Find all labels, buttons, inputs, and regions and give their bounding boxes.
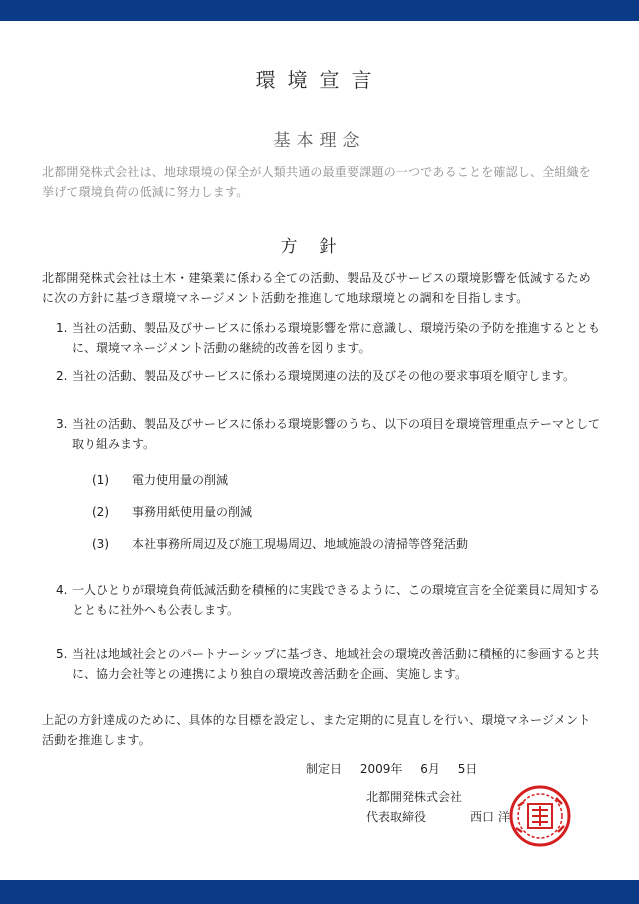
date-year: 2009年 — [359, 762, 403, 776]
policy-item-text: 当社の活動、製品及びサービスに係わる環境関連の法的及びその他の要求事項を順守します。 — [72, 369, 576, 383]
footer-band — [0, 880, 639, 904]
company-name: 北都開発株式会社 — [366, 790, 463, 804]
focus-theme-number: (1) — [92, 473, 109, 487]
policy-item-text: 一人ひとりが環境負荷低減活動を積極的に実践できるように、この環境宣言を全従業員に周知するとともに社外へも公表します。 — [72, 583, 601, 617]
closing-text: 上記の方針達成のために、具体的な目標を設定し、また定期的に見直しを行い、環境マネージメント活動を推進します。 — [42, 713, 591, 747]
philosophy-text: 北都開発株式会社は、地球環境の保全が人類共通の最重要課題の一つであることを確認し、全組織を挙げて環境負荷の低減に努力します。 — [42, 165, 592, 199]
policy-item-number: 1. — [56, 321, 68, 335]
policy-item-number: 2. — [56, 369, 68, 383]
focus-theme-text: 事務用紙使用量の削減 — [132, 505, 253, 519]
section-title-policy: 方針 — [280, 237, 359, 257]
policy-item-text: 当社は地域社会とのパートナーシップに基づき、地域社会の環境改善活動に積極的に参画すると共に、協力会社等との連携により独自の環境改善活動を企画、実施します。 — [72, 647, 600, 681]
focus-theme-text: 本社事務所周辺及び施工現場周辺、地域施設の清掃等啓発活動 — [132, 537, 469, 551]
policy-item-number: 4. — [56, 583, 68, 597]
policy-item-text: 当社の活動、製品及びサービスに係わる環境影響のうち、以下の項目を環境管理重点テーマとして取り組みます。 — [72, 417, 601, 451]
policy-item-text: 当社の活動、製品及びサービスに係わる環境影響を常に意識し、環境汚染の予防を推進するとともに、環境マネージメント活動の継続的改善を図ります。 — [72, 321, 601, 355]
enactment-date — [306, 760, 491, 777]
focus-theme-number: (3) — [92, 537, 109, 551]
focus-theme-number: (2) — [92, 505, 109, 519]
policy-item-number: 5. — [56, 647, 68, 661]
date-day: 5日 — [457, 762, 478, 776]
representative-name: 西口 洋 — [470, 810, 510, 824]
company-seal-icon — [508, 784, 572, 848]
representative — [366, 808, 510, 825]
document-title: 環境宣言 — [255, 68, 384, 92]
focus-theme-text: 電力使用量の削減 — [132, 473, 229, 487]
date-label: 制定日 — [306, 762, 343, 776]
policy-item-number: 3. — [56, 417, 68, 431]
section-title-philosophy: 基本理念 — [273, 131, 366, 151]
representative-title: 代表取締役 — [366, 810, 427, 824]
date-month: 6月 — [420, 762, 440, 776]
policy-intro: 北都開発株式会社は土木・建築業に係わる全ての活動、製品及びサービスの環境影響を低減するために次の方針に基づき環境マネージメント活動を推進して地球環境との調和を目指します。 — [42, 271, 592, 305]
